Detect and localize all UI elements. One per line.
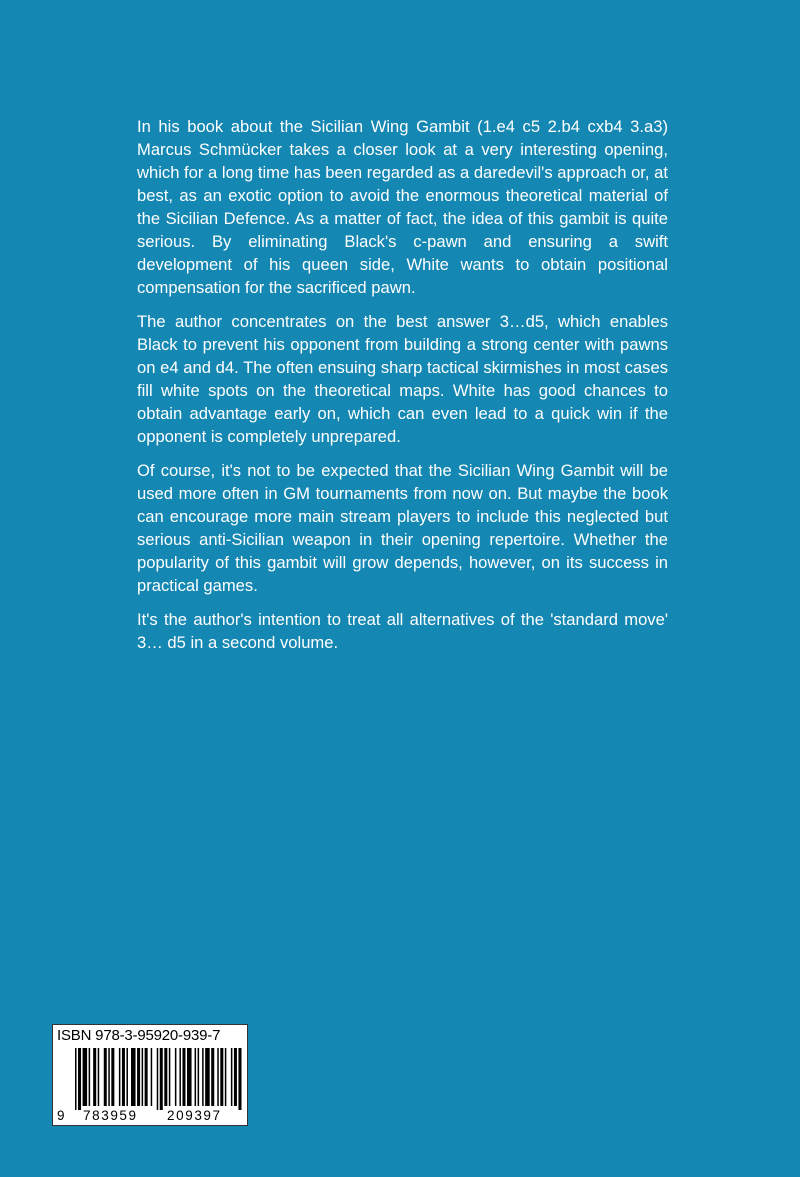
barcode-bar: [131, 1048, 136, 1106]
barcode-bar: [169, 1048, 171, 1106]
blurb-paragraph-2: The author concentrates on the best answer 3…d5, which enables Black to prevent his opponent from building a strong center with pawns on e4 and d4. The often ensuing sharp tactical skirmishes in most cases fill white spots on the theoretical maps. White has good chances to obtain advantage early on, which can even lead to a quick win if the opponent is completely unprepared.: [137, 312, 668, 446]
barcode-bar: [145, 1048, 148, 1106]
barcode-bar: [137, 1048, 140, 1106]
barcode-bar: [119, 1048, 121, 1106]
barcode-bar: [234, 1048, 237, 1106]
barcode-bar: [75, 1048, 77, 1110]
isbn-barcode-panel: [52, 1024, 248, 1126]
barcode-bar: [151, 1048, 153, 1106]
barcode-bar: [220, 1048, 223, 1106]
barcode-bar: [142, 1048, 144, 1106]
barcode-bar: [111, 1048, 114, 1106]
barcode-digit-group-2: 209397: [167, 1108, 222, 1123]
barcode-bar: [78, 1048, 81, 1110]
barcode-bar: [202, 1048, 204, 1106]
barcode-bar: [211, 1048, 214, 1106]
barcode-bar: [93, 1048, 96, 1106]
barcode-bar: [157, 1048, 159, 1110]
barcode-bar: [122, 1048, 125, 1106]
barcode-bar: [175, 1048, 177, 1106]
barcode-digits: [57, 1108, 243, 1124]
barcode-bar: [126, 1048, 128, 1106]
barcode-bar: [104, 1048, 107, 1106]
barcode-bar: [225, 1048, 227, 1106]
barcode-bar: [89, 1048, 91, 1106]
barcode-bar: [205, 1048, 210, 1106]
isbn-number: ISBN 978-3-95920-939-7: [57, 1027, 221, 1044]
barcode-bar: [238, 1048, 241, 1110]
barcode-bar: [108, 1048, 110, 1106]
barcode-bar: [187, 1048, 192, 1106]
barcode-bar: [160, 1048, 163, 1110]
blurb-paragraph-1: In his book about the Sicilian Wing Gambit (1.e4 c5 2.b4 cxb4 3.a3) Marcus Schmücker takes a closer look at a very interesting opening, which for a long time has been regarded as a daredevil's approach or, at best, as an exotic option to avoid the enormous theoretical material of the Sicilian Defence. As a matter of fact, the idea of this gambit is quite serious. By eliminating Black's c-pawn and ensuring a swift development of his queen side, White wants to obtain positional compensation for the sacrificed pawn.: [137, 117, 668, 297]
barcode-bar: [179, 1048, 181, 1106]
barcode-bar: [195, 1048, 197, 1106]
barcode-bar: [217, 1048, 219, 1106]
barcode-bar: [98, 1048, 100, 1106]
barcode-bar: [83, 1048, 88, 1106]
blurb-text: [137, 115, 668, 665]
blurb-paragraph-3: Of course, it's not to be expected that the Sicilian Wing Gambit will be used more often in GM tournaments from now on. But maybe the book can encourage more main stream players to include this neglected but serious anti-Sicilian weapon in their opening repertoire. Whether the popularity of this gambit will grow depends, however, on its success in practical games.: [137, 461, 668, 595]
barcode-bar: [182, 1048, 185, 1106]
barcode-icon: [75, 1048, 243, 1110]
barcode-bar: [164, 1048, 167, 1106]
barcode-bar: [231, 1048, 233, 1106]
barcode-digit-group-1: 783959: [83, 1108, 138, 1123]
blurb-paragraph-4: It's the author's intention to treat all alternatives of the 'standard move' 3… d5 in a second volume.: [137, 610, 668, 652]
barcode-bar: [198, 1048, 200, 1106]
barcode-digit-lead: 9: [57, 1108, 65, 1123]
